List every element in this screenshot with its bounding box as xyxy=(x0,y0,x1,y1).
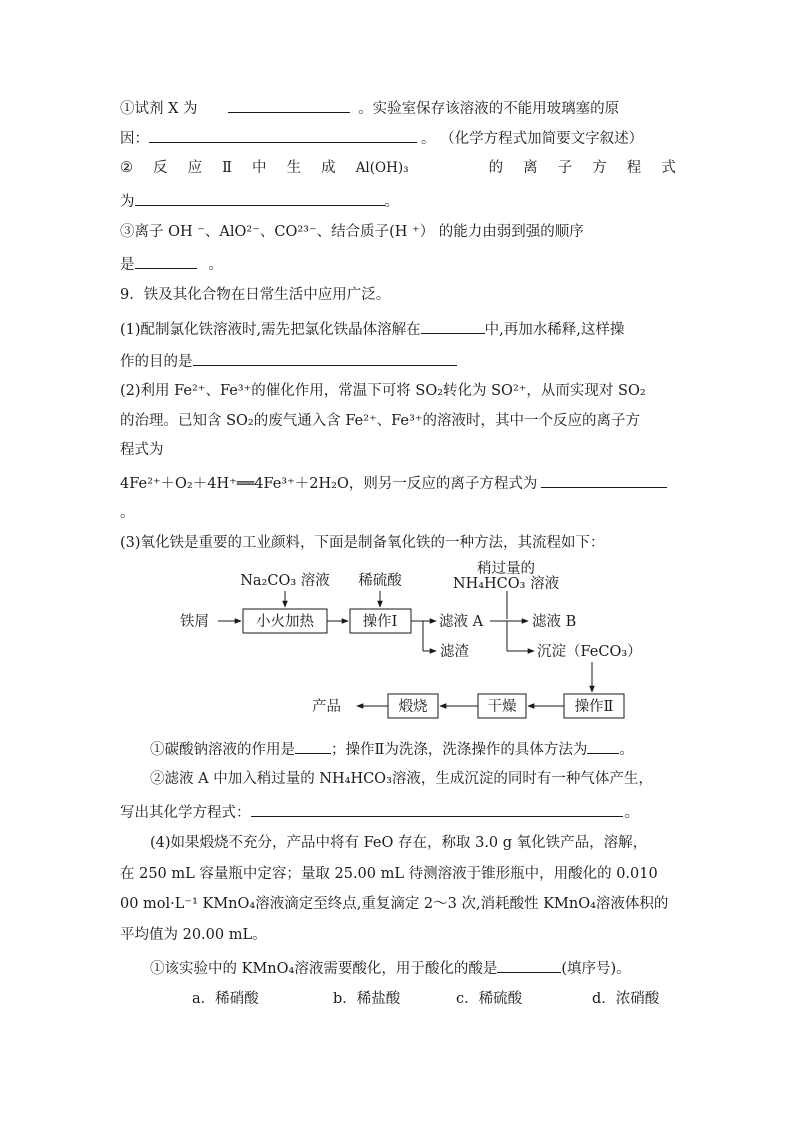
flow-residue: 滤渣 xyxy=(440,644,469,660)
q8-line1 xyxy=(120,97,676,119)
q8-line3: ② 反 应 Ⅱ 中 生 成 Al(OH)₃ 的 离 子 方 程 式 xyxy=(120,160,676,176)
answer-blank-order[interactable] xyxy=(135,253,197,269)
q9-part4-line3: 00 mol·L⁻¹ KMnO₄溶液滴定至终点,重复滴定 2～3 次,消耗酸性 KMnO₄溶液体积的 xyxy=(120,896,669,912)
q9-part4-line4: 平均值为 20.00 mL。 xyxy=(120,927,267,943)
q9-title: 9．铁及其化合物在日常生活中应用广泛。 xyxy=(120,287,391,303)
q8-reason-label: 因： xyxy=(120,131,149,147)
box-op1: 操作Ⅰ xyxy=(362,614,398,630)
box-op2: 操作Ⅱ xyxy=(574,699,614,715)
q9-part2-line3: 程式为 xyxy=(120,442,164,458)
q8-line4: 为 。 xyxy=(120,190,676,212)
q8-reason-hint: 。 （化学方程式加简要文字叙述） xyxy=(421,131,644,147)
answer-blank-ionic-equation[interactable] xyxy=(135,190,385,206)
option-b[interactable]: b．稀盐酸 xyxy=(333,991,401,1007)
q9-part2-line1: (2)利用 Fe²⁺、Fe³⁺的催化作用，常温下可将 SO₂转化为 SO²⁺，从而实现对 SO₂ xyxy=(120,383,646,399)
q9-part3-intro: (3)氧化铁是重要的工业颜料，下面是制备氧化铁的一种方法，其流程如下： xyxy=(120,535,605,551)
q8-line5: ③离子 OH ⁻、AlO²⁻、CO²³⁻、结合质子(H ⁺） 的能力由弱到强的顺序 xyxy=(120,224,584,240)
q9-part1-line1: (1)配制氯化铁溶液时,需先把氯化铁晶体溶解在 中,再加水稀释,这样操 xyxy=(120,318,676,340)
q9-4-sub1: ①该实验中的 KMnO₄溶液需要酸化，用于酸化的酸是 (填序号)。 xyxy=(150,957,676,979)
q9-part4-line1: (4)如果煅烧不充分，产品中将有 FeO 存在，称取 3.0 g 氧化铁产品，溶解， xyxy=(150,835,648,851)
reagent-h2so4: 稀硫酸 xyxy=(358,573,402,589)
answer-blank-reagent-x[interactable] xyxy=(228,97,350,113)
flow-precipitate: 沉淀（FeCO₃） xyxy=(537,644,642,660)
q9-part2-line2: 的治理。已知含 SO₂的废气通入含 Fe²⁺、Fe³⁺的溶液时，其中一个反应的离子方 xyxy=(120,413,640,429)
q9-part2-line4: 4Fe²⁺＋O₂＋4H⁺══4Fe³⁺＋2H₂O，则另一反应的离子方程式为 xyxy=(120,472,676,494)
q9-part1-line2: 作的目的是 xyxy=(120,350,676,372)
q9-3-sub1: ①碳酸钠溶液的作用是 ；操作Ⅱ为洗涤，洗涤操作的具体方法为 。 xyxy=(150,738,676,760)
option-c[interactable]: c．稀硫酸 xyxy=(456,991,523,1007)
box-dry: 干燥 xyxy=(487,699,517,715)
flow-start: 铁屑 xyxy=(180,614,209,630)
answer-blank-reason[interactable] xyxy=(149,127,417,143)
reagent-na2co3: Na₂CO₃ 溶液 xyxy=(240,573,330,589)
reagent-nh4hco3-line2: NH₄HCO₃ 溶液 xyxy=(452,576,560,592)
answer-blank-wash-method[interactable] xyxy=(587,738,619,754)
box-calcine: 煅烧 xyxy=(398,699,428,715)
reagent-nh4hco3-line1: 稍过量的 xyxy=(477,561,535,577)
q8-line2 xyxy=(120,127,676,149)
flow-diagram xyxy=(0,560,794,725)
answer-blank-other-equation[interactable] xyxy=(541,472,667,488)
answer-blank-purpose[interactable] xyxy=(193,350,457,366)
option-d[interactable]: d．浓硝酸 xyxy=(592,991,660,1007)
q9-part2-line5: 。 xyxy=(120,505,135,521)
q9-part4-line2: 在 250 mL 容量瓶中定容；量取 25.00 mL 待测溶液于锥形瓶中，用酸化的 0.010 xyxy=(120,866,658,882)
flow-filtrate-b: 滤液 B xyxy=(532,614,577,630)
q9-3-sub2-line1: ②滤液 A 中加入稍过量的 NH₄HCO₃溶液，生成沉淀的同时有一种气体产生， xyxy=(150,771,653,787)
q9-3-sub2-line2: 写出其化学方程式： 。 xyxy=(120,801,676,823)
answer-blank-solvent[interactable] xyxy=(421,318,485,334)
flow-product: 产品 xyxy=(312,699,341,715)
q8-reagent-x-label: ①试剂 X 为 xyxy=(120,101,198,117)
box-heat: 小火加热 xyxy=(256,614,314,630)
q8-l1-text: 。实验室保存该溶液的不能用玻璃塞的原 xyxy=(358,101,620,117)
option-a[interactable]: a．稀硝酸 xyxy=(192,991,259,1007)
answer-blank-na2co3-role[interactable] xyxy=(295,738,331,754)
flow-filtrate-a: 滤液 A xyxy=(439,614,484,630)
q8-line6: 是 。 xyxy=(120,253,676,275)
answer-blank-chem-equation[interactable] xyxy=(251,801,623,817)
answer-blank-acid[interactable] xyxy=(497,957,561,973)
